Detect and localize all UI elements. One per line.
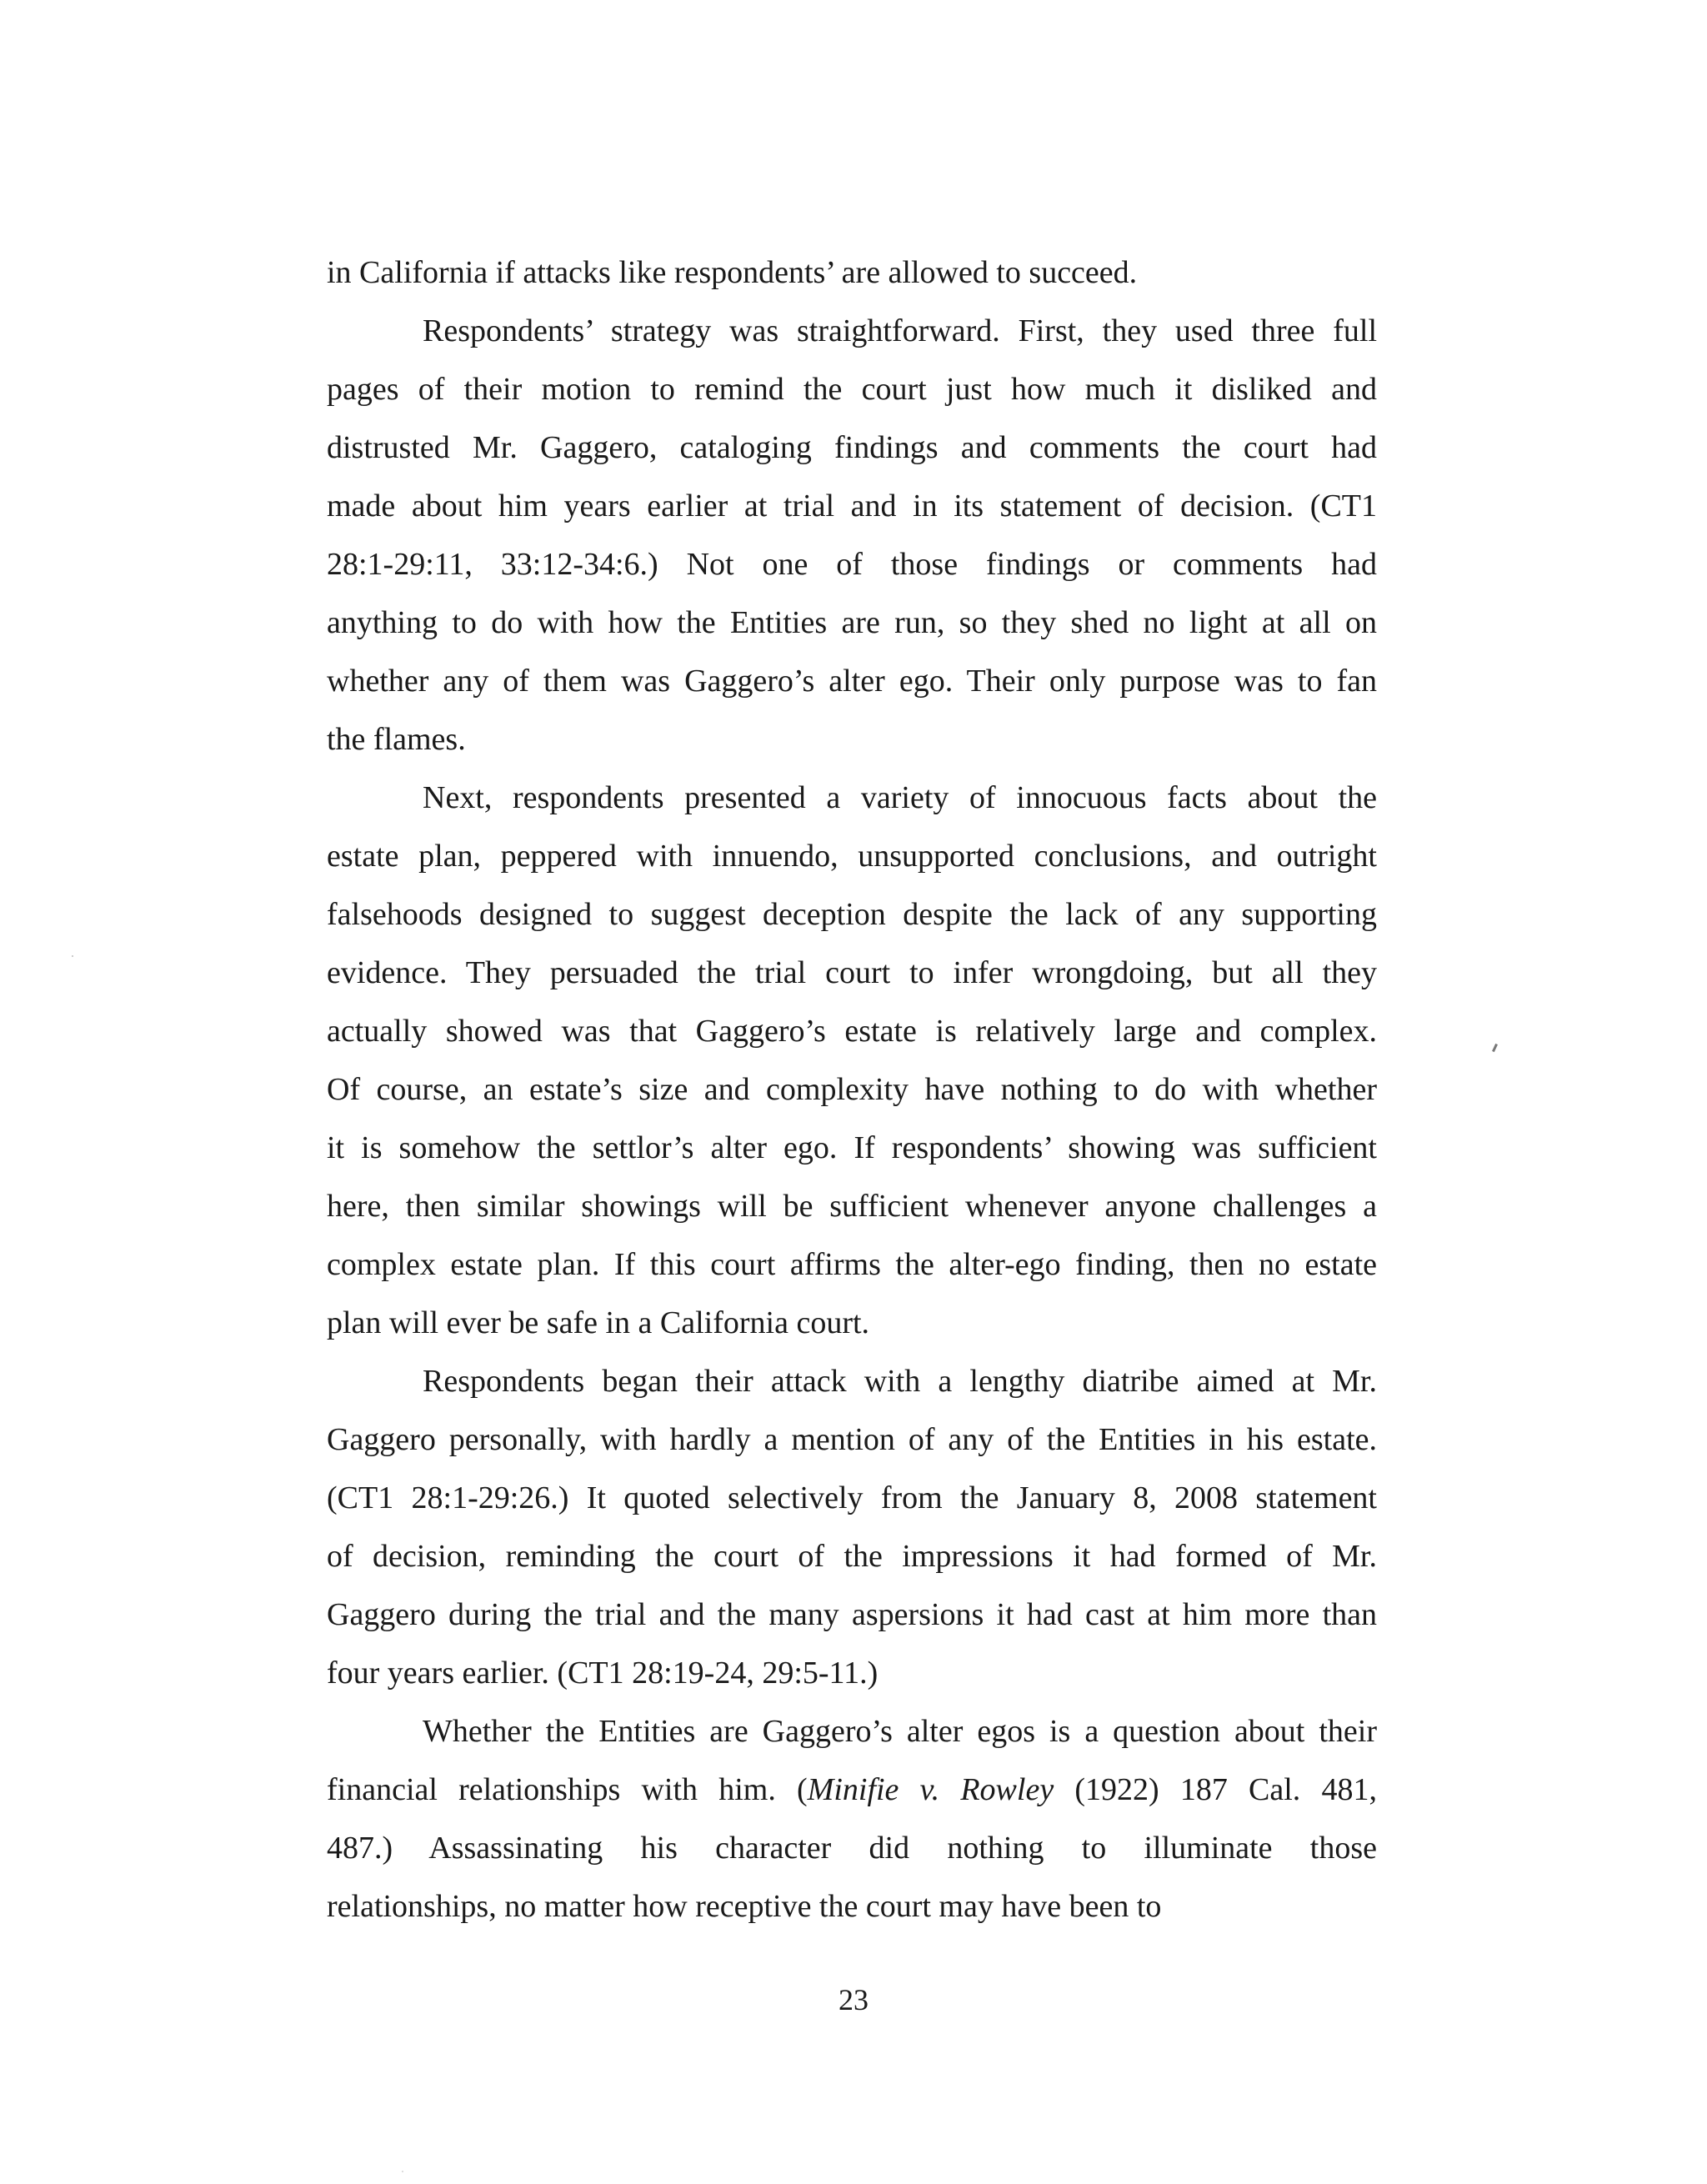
text-line: plan will ever be safe in a California court. — [327, 1305, 870, 1340]
text-line: here, then similar showings will be sufficient whenever anyone challenges a — [327, 1189, 1377, 1224]
text-line: whether any of them was Gaggero’s alter ego. Their only purpose was to fan — [327, 664, 1377, 699]
page-number: 23 — [838, 1983, 869, 2016]
text-line: it is somehow the settlor’s alter ego. If respondents’ showing was sufficient — [327, 1130, 1377, 1165]
text-line: the flames. — [327, 722, 466, 757]
text-line: in California if attacks like respondents’ are allowed to succeed. — [327, 255, 1138, 290]
text-line: anything to do with how the Entities are run, so they shed no light at all on — [327, 605, 1377, 640]
text-line: estate plan, peppered with innuendo, unsupported conclusions, and outright — [327, 839, 1377, 874]
text-line: Gaggero personally, with hardly a mention of any of the Entities in his estate. — [327, 1422, 1377, 1457]
text-line: made about him years earlier at trial and in its statement of decision. (CT1 — [327, 488, 1377, 523]
paragraph — [327, 302, 1377, 769]
body-text — [327, 243, 1377, 1936]
text-line: falsehoods designed to suggest deception despite the lack of any supporting — [327, 897, 1377, 932]
paragraph — [327, 769, 1377, 1352]
text-line: 28:1-29:11, 33:12-34:6.) Not one of those findings or comments had — [327, 547, 1377, 582]
text-line: Whether the Entities are Gaggero’s alter egos is a question about their — [423, 1714, 1377, 1749]
scan-dot — [72, 955, 73, 957]
text-line: financial relationships with him. (Minifie v. Rowley (1922) 187 Cal. 481, — [327, 1772, 1377, 1807]
text-line: actually showed was that Gaggero’s estate is relatively large and complex. — [327, 1014, 1377, 1049]
text-line: pages of their motion to remind the court just how much it disliked and — [327, 372, 1377, 407]
text-line: 487.) Assassinating his character did nothing to illuminate those — [327, 1831, 1377, 1866]
paragraph — [327, 1702, 1377, 1936]
text-line: Respondents’ strategy was straightforward. First, they used three full — [423, 313, 1377, 348]
scan-dot — [402, 2171, 403, 2172]
text-line: distrusted Mr. Gaggero, cataloging findings and comments the court had — [327, 430, 1377, 465]
case-name: Minifie v. Rowley — [807, 1772, 1054, 1807]
text-line: Gaggero during the trial and the many aspersions it had cast at him more than — [327, 1597, 1377, 1632]
text-line: relationships, no matter how receptive the court may have been to — [327, 1889, 1162, 1924]
text-line: Next, respondents presented a variety of innocuous facts about the — [423, 780, 1377, 815]
text-line: (CT1 28:1-29:26.) It quoted selectively from the January 8, 2008 statement — [327, 1480, 1377, 1515]
text-line: complex estate plan. If this court affirms the alter-ego finding, then no estate — [327, 1247, 1377, 1282]
text-line: Of course, an estate’s size and complexity have nothing to do with whether — [327, 1072, 1377, 1107]
text-line: four years earlier. (CT1 28:19-24, 29:5-11.) — [327, 1656, 879, 1691]
scan-mark — [1492, 1044, 1498, 1052]
text-line: evidence. They persuaded the trial court to infer wrongdoing, but all they — [327, 955, 1377, 990]
text-line: Respondents began their attack with a lengthy diatribe aimed at Mr. — [423, 1364, 1377, 1399]
paragraph — [327, 243, 1377, 302]
text-line: of decision, reminding the court of the impressions it had formed of Mr. — [327, 1539, 1377, 1574]
paragraph — [327, 1352, 1377, 1702]
